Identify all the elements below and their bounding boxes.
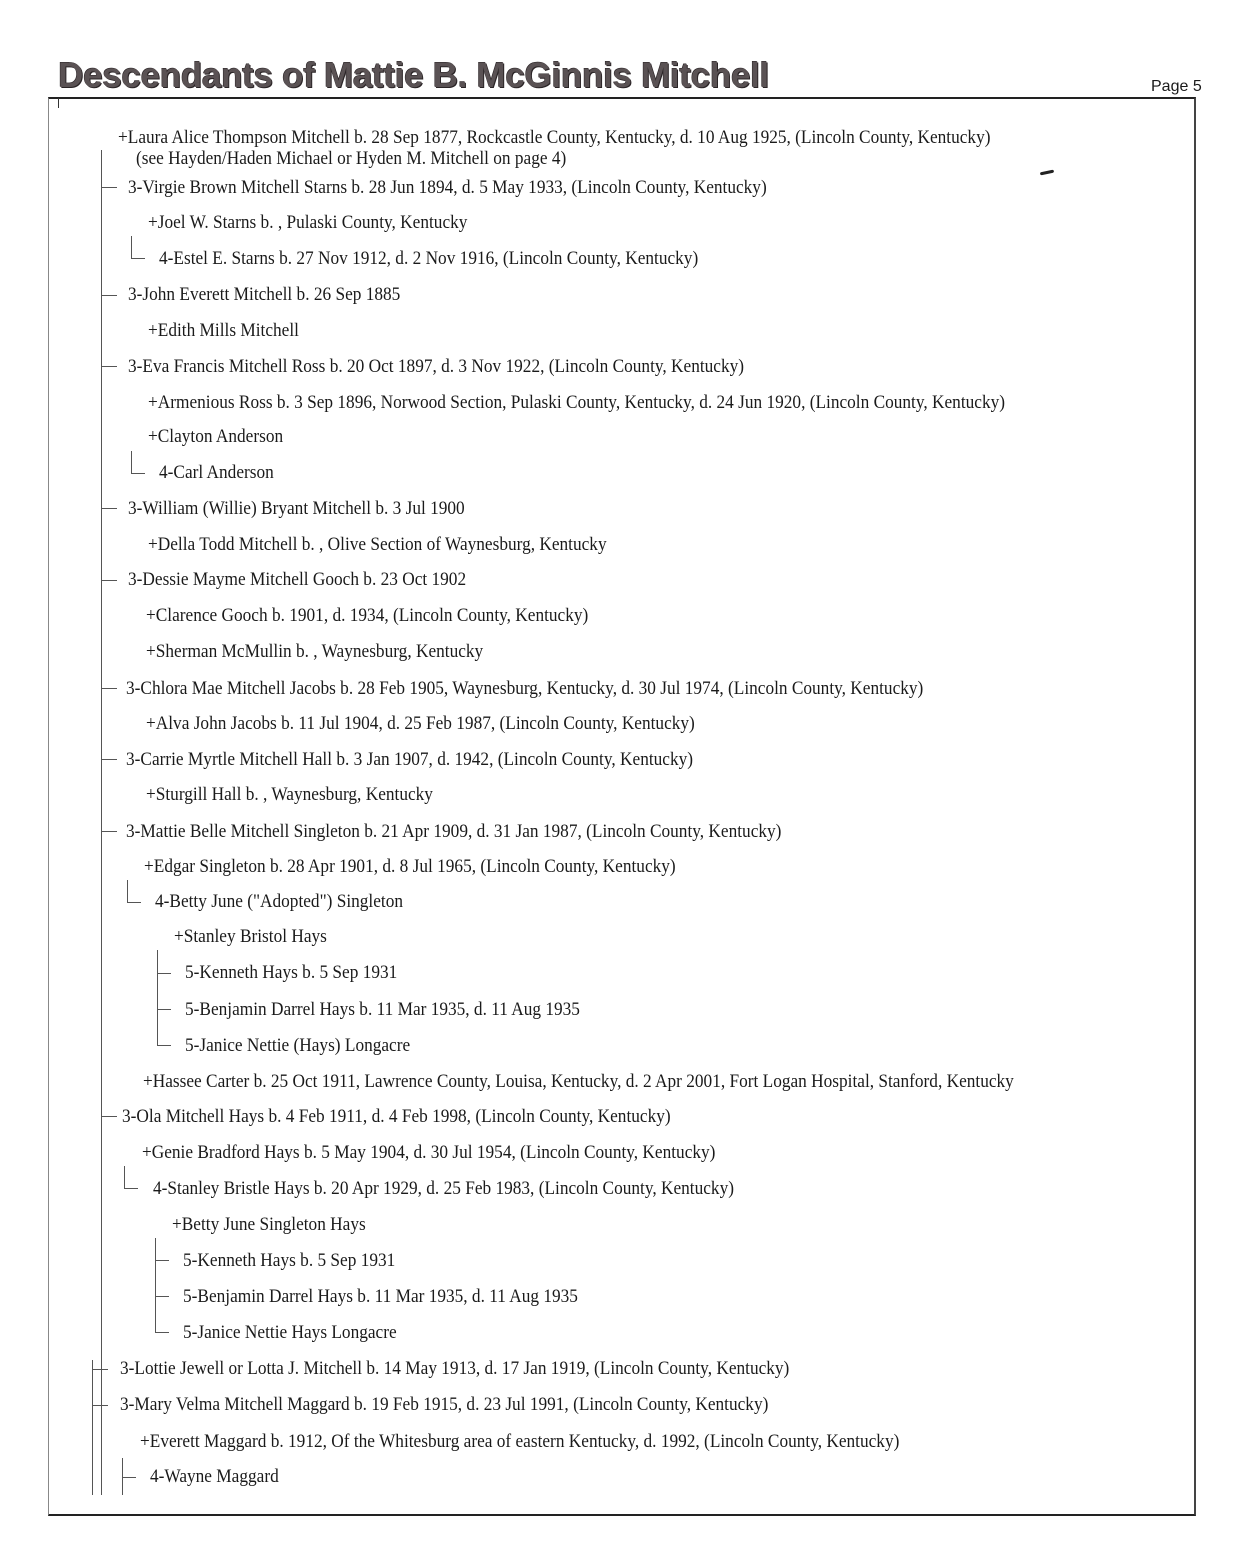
bracket-tick <box>157 1009 171 1010</box>
bracket-tick <box>157 973 171 974</box>
descendant-entry: 4-Carl Anderson <box>159 462 274 483</box>
spouse-entry: +Stanley Bristol Hays <box>174 926 327 947</box>
bracket-line <box>155 1238 156 1332</box>
bracket-tick <box>155 1332 169 1333</box>
descendant-entry: 5-Janice Nettie Hays Longacre <box>183 1322 397 1343</box>
tree-trunk-line-lower <box>92 1360 93 1495</box>
branch-tick <box>101 295 117 296</box>
elbow-line <box>127 880 128 902</box>
spouse-entry: +Clarence Gooch b. 1901, d. 1934, (Lincoln County, Kentucky) <box>146 605 589 626</box>
descendant-entry: 4-Betty June ("Adopted") Singleton <box>155 891 404 912</box>
spouse-entry: +Betty June Singleton Hays <box>172 1214 366 1235</box>
spouse-entry: +Armenious Ross b. 3 Sep 1896, Norwood Section, Pulaski County, Kentucky, d. 24 Jun 1920, (Lincoln County, Kentucky) <box>148 392 1006 413</box>
elbow-line <box>124 1188 138 1189</box>
branch-tick <box>92 1369 108 1370</box>
elbow-line <box>131 258 145 259</box>
descendant-entry: 3-Carrie Myrtle Mitchell Hall b. 3 Jan 1907, d. 1942, (Lincoln County, Kentucky) <box>126 749 694 770</box>
spouse-entry: +Alva John Jacobs b. 11 Jul 1904, d. 25 Feb 1987, (Lincoln County, Kentucky) <box>146 713 695 734</box>
descendant-entry: 3-Mattie Belle Mitchell Singleton b. 21 Apr 1909, d. 31 Jan 1987, (Lincoln County, Kentucky) <box>126 821 782 842</box>
spouse-entry: +Della Todd Mitchell b. , Olive Section of Waynesburg, Kentucky <box>148 534 607 555</box>
descendant-entry: 3-Lottie Jewell or Lotta J. Mitchell b. 14 May 1913, d. 17 Jan 1919, (Lincoln County, Kentucky) <box>120 1358 790 1379</box>
branch-tick <box>101 187 117 188</box>
descendant-entry: 3-Dessie Mayme Mitchell Gooch b. 23 Oct 1902 <box>128 569 467 590</box>
descendant-entry: 5-Benjamin Darrel Hays b. 11 Mar 1935, d. 11 Aug 1935 <box>185 999 580 1020</box>
tree-trunk-line <box>101 150 102 1495</box>
branch-tick <box>92 1405 108 1406</box>
branch-tick <box>101 366 117 367</box>
note-entry: (see Hayden/Haden Michael or Hyden M. Mitchell on page 4) <box>136 148 567 169</box>
descendant-entry: 3-John Everett Mitchell b. 26 Sep 1885 <box>128 284 401 305</box>
descendant-entry: 3-William (Willie) Bryant Mitchell b. 3 Jul 1900 <box>128 498 465 519</box>
descendant-entry: 5-Benjamin Darrel Hays b. 11 Mar 1935, d. 11 Aug 1935 <box>183 1286 578 1307</box>
descendant-entry: 5-Kenneth Hays b. 5 Sep 1931 <box>183 1250 396 1271</box>
branch-tick <box>101 688 117 689</box>
frame-divider <box>58 98 59 108</box>
page-number: Page 5 <box>1151 78 1202 95</box>
spouse-entry: +Laura Alice Thompson Mitchell b. 28 Sep 1877, Rockcastle County, Kentucky, d. 10 Aug 1925, (Lincoln County, Kentucky) <box>118 127 991 148</box>
spouse-entry: +Hassee Carter b. 25 Oct 1911, Lawrence County, Louisa, Kentucky, d. 2 Apr 2001, Fort Logan Hospital, Stanford, Kentucky <box>143 1071 1014 1092</box>
descendant-entry: 3-Mary Velma Mitchell Maggard b. 19 Feb 1915, d. 23 Jul 1991, (Lincoln County, Kentucky) <box>120 1394 769 1415</box>
spouse-entry: +Joel W. Starns b. , Pulaski County, Kentucky <box>148 212 468 233</box>
spouse-entry: +Sturgill Hall b. , Waynesburg, Kentucky <box>146 784 433 805</box>
spouse-entry: +Sherman McMullin b. , Waynesburg, Kentucky <box>146 641 484 662</box>
descendant-entry: 3-Eva Francis Mitchell Ross b. 20 Oct 1897, d. 3 Nov 1922, (Lincoln County, Kentucky) <box>128 356 745 377</box>
descendant-entry: 4-Wayne Maggard <box>150 1466 279 1487</box>
elbow-line <box>131 236 132 258</box>
descendant-entry: 3-Ola Mitchell Hays b. 4 Feb 1911, d. 4 Feb 1998, (Lincoln County, Kentucky) <box>122 1106 671 1127</box>
elbow-line <box>127 902 141 903</box>
descendant-entry: 4-Estel E. Starns b. 27 Nov 1912, d. 2 Nov 1916, (Lincoln County, Kentucky) <box>159 248 699 269</box>
bracket-line <box>157 950 158 1045</box>
bracket-tick <box>157 1045 171 1046</box>
bracket-tick <box>155 1260 169 1261</box>
descendant-entry: 3-Chlora Mae Mitchell Jacobs b. 28 Feb 1905, Waynesburg, Kentucky, d. 30 Jul 1974, (Lincoln County, Kentucky) <box>126 678 924 699</box>
spouse-entry: +Everett Maggard b. 1912, Of the Whitesburg area of eastern Kentucky, d. 1992, (Lincoln County, Kentucky) <box>140 1431 900 1452</box>
page-title: Descendants of Mattie B. McGinnis Mitchell <box>58 56 769 95</box>
spouse-entry: +Genie Bradford Hays b. 5 May 1904, d. 30 Jul 1954, (Lincoln County, Kentucky) <box>142 1142 716 1163</box>
descendant-entry: 4-Stanley Bristle Hays b. 20 Apr 1929, d. 25 Feb 1983, (Lincoln County, Kentucky) <box>153 1178 734 1199</box>
descendant-entry: 5-Janice Nettie (Hays) Longacre <box>185 1035 411 1056</box>
spouse-entry: +Edgar Singleton b. 28 Apr 1901, d. 8 Jul 1965, (Lincoln County, Kentucky) <box>144 856 676 877</box>
branch-tick <box>101 1116 117 1117</box>
elbow-line <box>131 451 132 473</box>
branch-tick <box>101 508 117 509</box>
branch-tick <box>101 580 117 581</box>
spouse-entry: +Clayton Anderson <box>148 426 284 447</box>
bracket-tick <box>155 1296 169 1297</box>
descendant-entry: 5-Kenneth Hays b. 5 Sep 1931 <box>185 962 398 983</box>
elbow-line <box>122 1477 136 1478</box>
elbow-line <box>124 1166 125 1188</box>
branch-tick <box>101 759 117 760</box>
descendant-entry: 3-Virgie Brown Mitchell Starns b. 28 Jun 1894, d. 5 May 1933, (Lincoln County, Kentucky) <box>128 177 767 198</box>
spouse-entry: +Edith Mills Mitchell <box>148 320 299 341</box>
branch-tick <box>101 831 117 832</box>
elbow-line <box>131 473 145 474</box>
